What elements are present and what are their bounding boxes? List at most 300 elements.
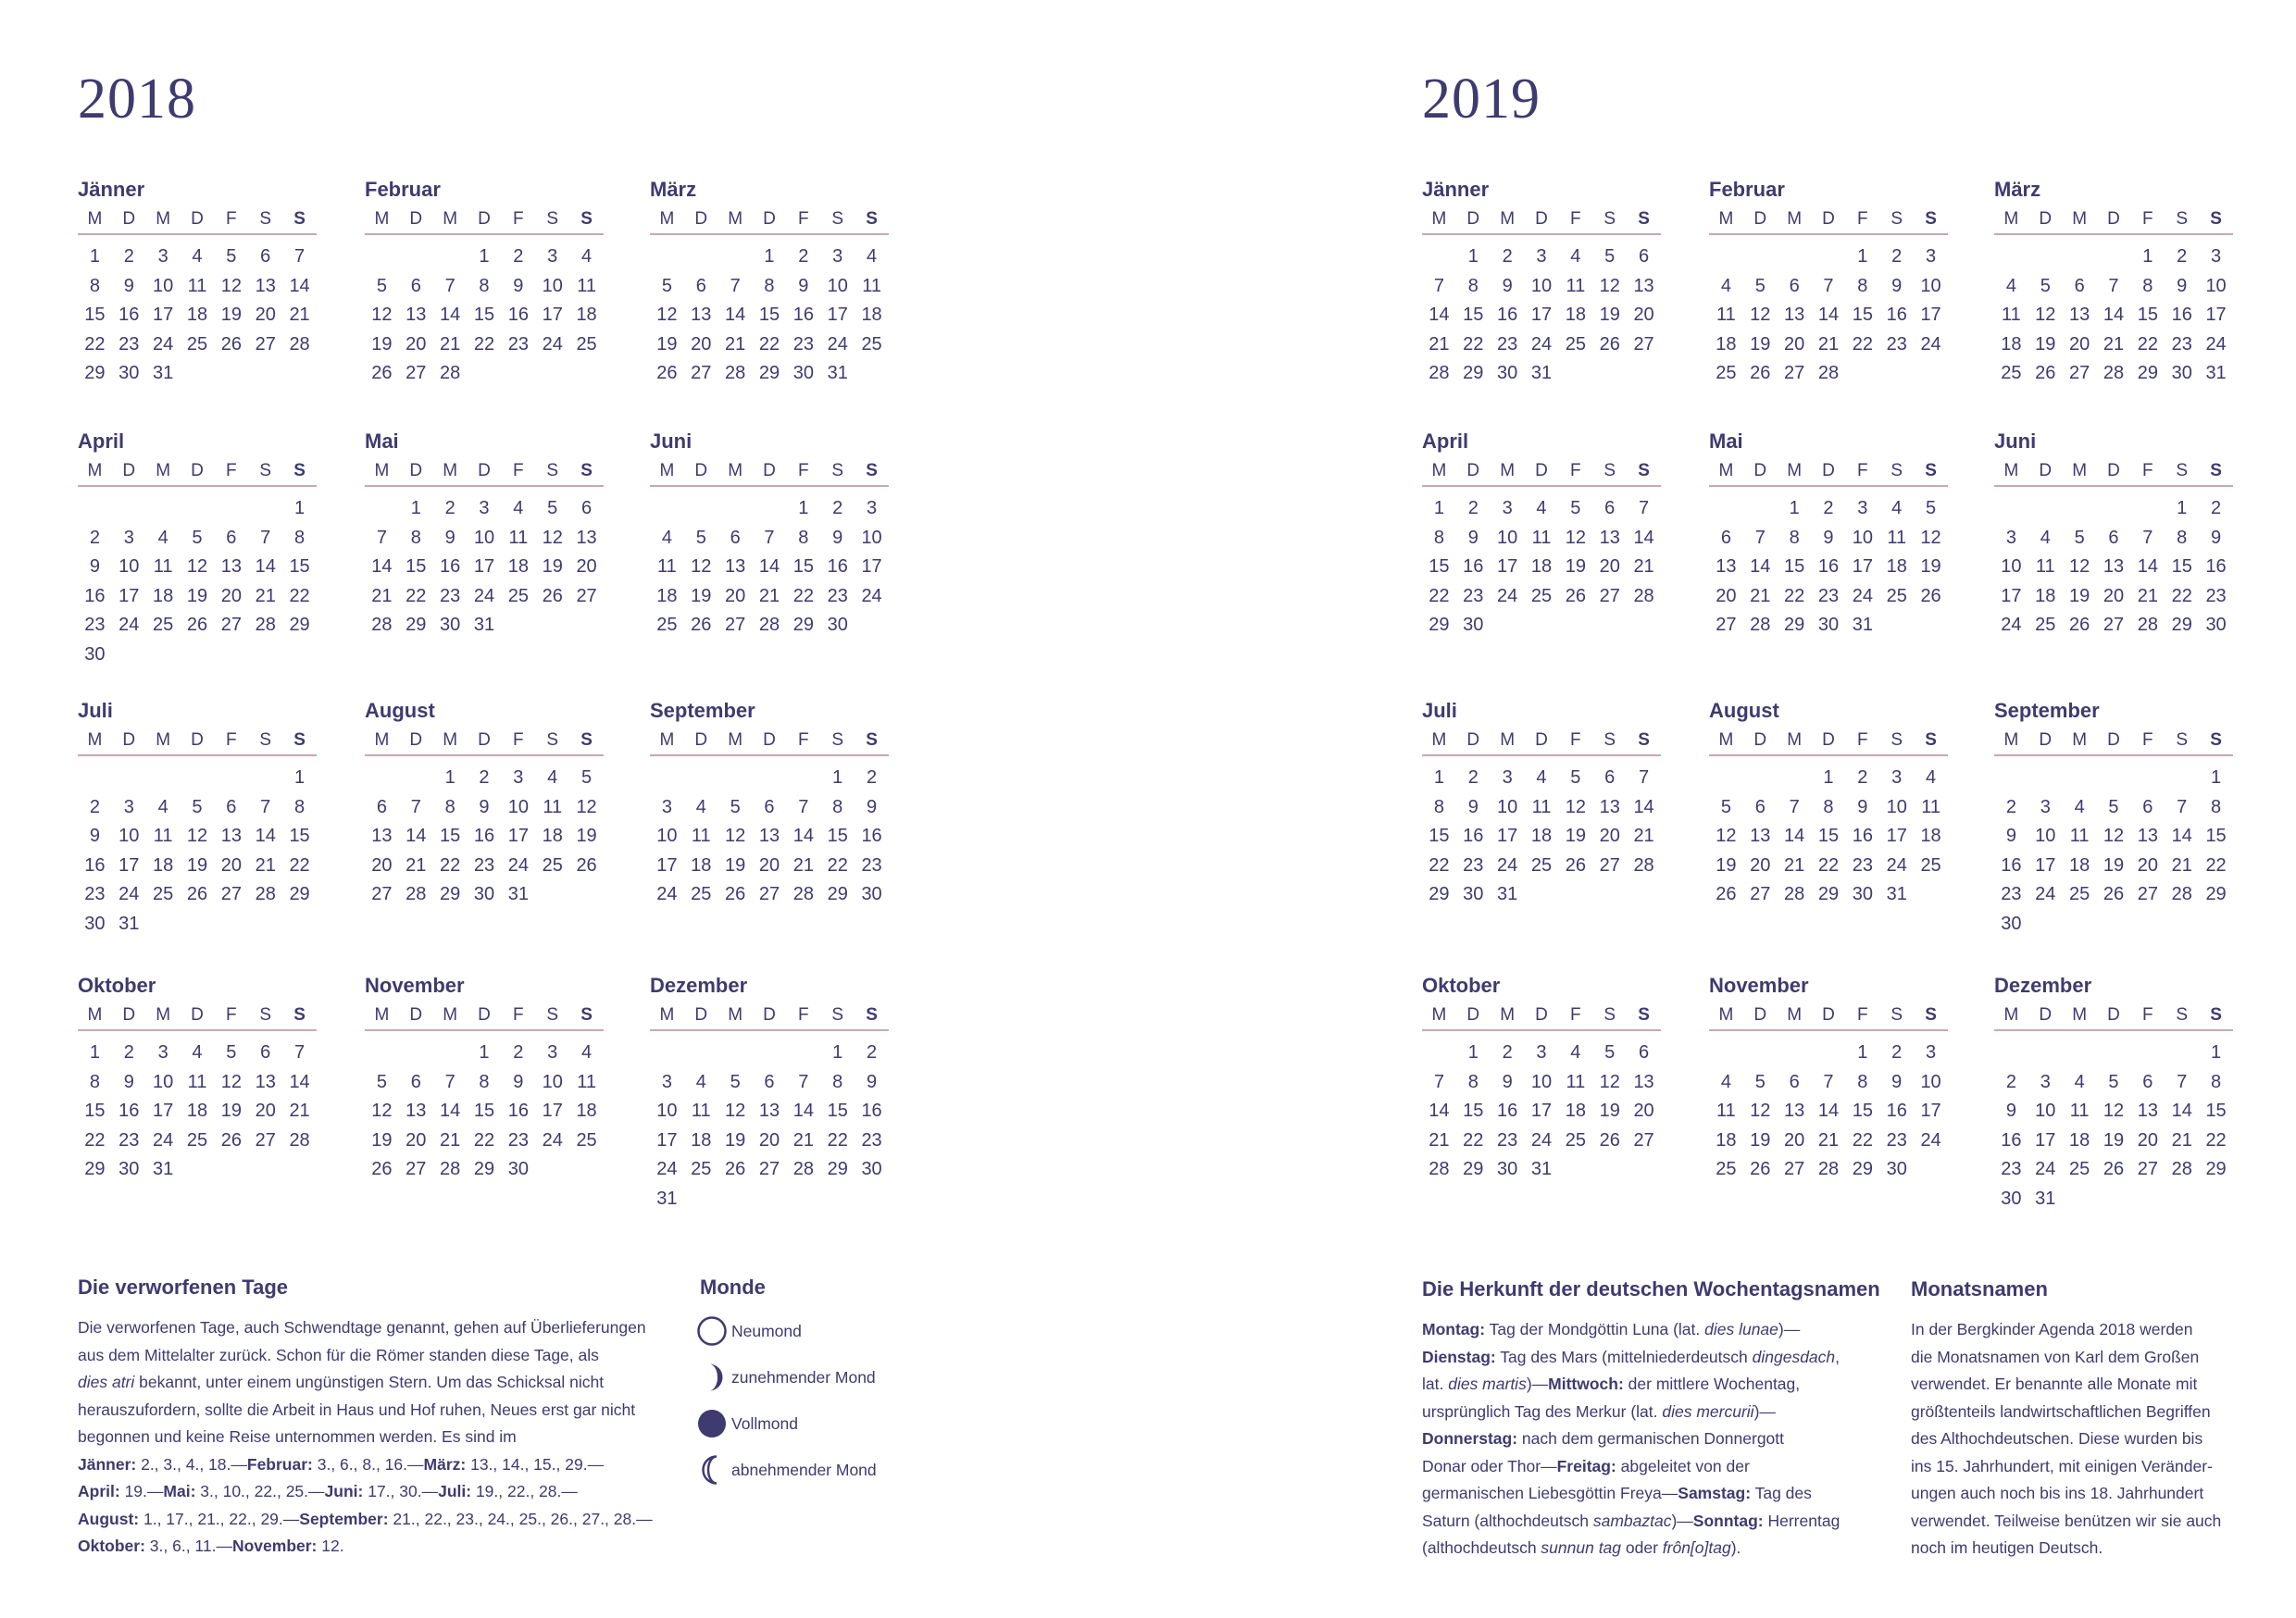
day-cell: 22 bbox=[84, 1129, 106, 1151]
day-cell: 28 bbox=[2137, 615, 2158, 635]
day-cell: 6 bbox=[2074, 275, 2085, 296]
month-label: März: bbox=[423, 1454, 467, 1474]
day-cell: 8 bbox=[832, 1071, 843, 1092]
weekday-label: S bbox=[580, 730, 593, 750]
weekday-label: S bbox=[2210, 209, 2222, 229]
day-cell: 13 bbox=[1784, 305, 1805, 325]
day-cell: 23 bbox=[1497, 333, 1518, 355]
day-cell: 25 bbox=[656, 615, 678, 635]
day-cell: 31 bbox=[1852, 615, 1873, 635]
day-cell: 19 bbox=[725, 854, 746, 876]
day-cell: 17 bbox=[656, 1129, 678, 1151]
weekday-label: S bbox=[866, 461, 878, 480]
day-cell: 10 bbox=[2205, 275, 2227, 296]
day-cell: 6 bbox=[764, 796, 775, 817]
day-cell: 1 bbox=[410, 498, 421, 518]
day-empty bbox=[2063, 1039, 2097, 1068]
day-cell: 26 bbox=[1920, 585, 1941, 606]
day-cell: 3 bbox=[547, 246, 558, 267]
day-cell: 19 bbox=[1565, 826, 1586, 846]
day-cell: 20 bbox=[2137, 854, 2158, 876]
day-cell: 30 bbox=[2205, 615, 2227, 635]
day-cell: 7 bbox=[2177, 1071, 2188, 1092]
day-grid bbox=[1422, 243, 1661, 389]
day-cell: 5 bbox=[1604, 246, 1616, 267]
moon-legend-waning bbox=[696, 1451, 877, 1488]
day-cell: 16 bbox=[792, 305, 814, 325]
day-empty bbox=[718, 764, 753, 793]
day-cell: 8 bbox=[798, 527, 809, 548]
day-cell: 14 bbox=[758, 556, 780, 577]
dates-value: 19.— bbox=[119, 1482, 164, 1500]
day-cell: 28 bbox=[1429, 363, 1450, 383]
day-empty bbox=[78, 764, 112, 793]
month-block bbox=[78, 699, 317, 939]
day-cell: 29 bbox=[84, 1159, 106, 1179]
month-name: September bbox=[650, 699, 755, 722]
day-cell: 6 bbox=[1639, 1042, 1650, 1063]
day-cell: 6 bbox=[226, 796, 237, 817]
day-cell: 29 bbox=[289, 615, 310, 635]
day-cell: 28 bbox=[289, 333, 310, 355]
day-cell: 20 bbox=[2137, 1129, 2158, 1151]
day-cell: 16 bbox=[1463, 826, 1484, 846]
day-empty bbox=[214, 494, 248, 524]
day-cell: 24 bbox=[507, 854, 529, 876]
day-cell: 25 bbox=[507, 585, 529, 606]
day-cell: 23 bbox=[861, 854, 882, 876]
verworfene-tage-text bbox=[78, 1314, 670, 1561]
day-empty bbox=[2028, 243, 2063, 272]
day-empty bbox=[1709, 243, 1743, 272]
day-cell: 2 bbox=[123, 1042, 134, 1063]
weekday-label: M bbox=[443, 209, 458, 229]
day-cell: 5 bbox=[192, 527, 203, 548]
day-cell: 16 bbox=[1852, 826, 1873, 846]
day-cell: 7 bbox=[260, 796, 271, 817]
day-cell: 8 bbox=[2211, 1071, 2222, 1092]
day-cell: 1 bbox=[798, 498, 809, 518]
weekday-label: D bbox=[409, 1005, 423, 1025]
day-empty bbox=[2097, 764, 2131, 793]
weekday-label: D bbox=[191, 461, 204, 480]
day-grid bbox=[1994, 764, 2233, 939]
day-cell: 19 bbox=[1750, 1129, 1771, 1151]
day-cell: 9 bbox=[513, 275, 524, 296]
weekday-header bbox=[650, 457, 889, 487]
day-cell: 21 bbox=[2137, 585, 2158, 606]
day-empty bbox=[181, 494, 215, 524]
day-cell: 18 bbox=[542, 826, 563, 846]
month-name: August bbox=[1709, 699, 1779, 722]
day-cell: 6 bbox=[410, 1071, 421, 1092]
day-cell: 1 bbox=[294, 767, 306, 788]
day-cell: 30 bbox=[119, 1159, 140, 1179]
weekday-header bbox=[650, 1002, 889, 1031]
day-cell: 13 bbox=[691, 305, 712, 325]
weekday-label: M bbox=[1718, 1005, 1734, 1025]
day-cell: 16 bbox=[1463, 556, 1484, 577]
day-cell: 19 bbox=[1920, 556, 1941, 577]
day-cell: 27 bbox=[691, 363, 712, 383]
text-line: verwendet. Teilweise benützen wir sie auch bbox=[1911, 1511, 2222, 1530]
day-cell: 1 bbox=[1857, 246, 1868, 267]
day-cell: 21 bbox=[289, 1101, 310, 1121]
day-cell: 27 bbox=[2069, 363, 2090, 383]
day-cell: 1 bbox=[89, 1042, 100, 1063]
day-cell: 28 bbox=[406, 884, 427, 904]
day-empty bbox=[399, 764, 433, 793]
day-cell: 28 bbox=[792, 884, 814, 904]
day-cell: 6 bbox=[2142, 796, 2153, 817]
day-cell: 6 bbox=[1754, 796, 1766, 817]
day-cell: 11 bbox=[153, 826, 173, 846]
day-cell: 22 bbox=[827, 854, 848, 876]
month-block bbox=[1994, 974, 2233, 1214]
day-cell: 17 bbox=[2001, 585, 2022, 606]
month-block bbox=[1422, 699, 1661, 910]
month-label: April: bbox=[78, 1482, 120, 1500]
day-cell: 6 bbox=[764, 1071, 775, 1092]
month-name: Dezember bbox=[650, 974, 748, 997]
day-cell: 7 bbox=[1433, 1071, 1444, 1092]
weekday-label: F bbox=[1570, 730, 1581, 750]
day-cell: 7 bbox=[798, 796, 809, 817]
year-title-2019: 2019 bbox=[1422, 68, 1541, 131]
day-cell: 14 bbox=[289, 275, 310, 296]
day-cell: 16 bbox=[1497, 1101, 1518, 1121]
day-cell: 6 bbox=[226, 527, 237, 548]
text-line: Die verworfenen Tage, auch Schwendtage genannt, gehen auf Überlieferungen bbox=[78, 1318, 646, 1337]
weekday-label: F bbox=[2142, 730, 2153, 750]
day-cell: 27 bbox=[255, 1129, 276, 1151]
day-cell: 2 bbox=[867, 767, 878, 788]
day-cell: 17 bbox=[542, 305, 563, 325]
day-cell: 5 bbox=[226, 1042, 237, 1063]
day-empty bbox=[2130, 1039, 2165, 1068]
day-cell: 28 bbox=[2171, 884, 2192, 904]
weekday-label: D bbox=[1466, 461, 1480, 480]
day-cell: 4 bbox=[581, 246, 593, 267]
dates-value: 21., 22., 23., 24., 25., 26., 27., 28.— bbox=[388, 1509, 653, 1528]
weekday-label: S bbox=[1890, 209, 1903, 229]
day-cell: 26 bbox=[656, 363, 678, 383]
day-cell: 8 bbox=[1857, 1071, 1868, 1092]
day-cell: 13 bbox=[576, 527, 597, 548]
weekday-label: F bbox=[513, 461, 524, 480]
text-line: größtenteils landwirtschaftlichen Begriffen bbox=[1911, 1401, 2211, 1421]
day-empty bbox=[365, 243, 399, 272]
day-cell: 12 bbox=[220, 1071, 242, 1092]
day-cell: 1 bbox=[1857, 1042, 1868, 1063]
weekday-label: D bbox=[1822, 730, 1835, 750]
weekday-label: M bbox=[374, 209, 390, 229]
day-cell: 21 bbox=[1633, 826, 1654, 846]
weekday-label: F bbox=[798, 461, 809, 480]
day-cell: 26 bbox=[1565, 585, 1586, 606]
weekday-label: D bbox=[478, 1005, 491, 1025]
dates-value: 13., 14., 15., 29.— bbox=[466, 1454, 605, 1474]
day-grid bbox=[650, 243, 889, 389]
day-cell: 29 bbox=[473, 1159, 495, 1179]
day-cell: 2 bbox=[513, 246, 524, 267]
day-grid bbox=[365, 243, 604, 389]
day-empty bbox=[684, 1039, 718, 1068]
day-empty bbox=[399, 243, 433, 272]
day-cell: 8 bbox=[89, 1071, 100, 1092]
day-empty bbox=[786, 764, 820, 793]
day-grid bbox=[78, 494, 317, 669]
day-cell: 23 bbox=[2171, 333, 2192, 355]
day-cell: 12 bbox=[1716, 826, 1737, 846]
text-line: dies atri bekannt, unter einem ungünstigen Stern. Um das Schicksal nicht bbox=[78, 1373, 605, 1391]
day-cell: 2 bbox=[89, 527, 100, 548]
day-cell: 4 bbox=[192, 1042, 203, 1063]
day-cell: 2 bbox=[867, 1042, 878, 1063]
day-cell: 1 bbox=[1467, 1042, 1479, 1063]
day-cell: 22 bbox=[2205, 854, 2227, 876]
day-cell: 14 bbox=[2103, 305, 2125, 325]
day-cell: 20 bbox=[1784, 1129, 1805, 1151]
day-cell: 25 bbox=[1530, 854, 1553, 876]
day-empty bbox=[1994, 494, 2028, 524]
dates-line bbox=[78, 1533, 670, 1561]
day-cell: 4 bbox=[2005, 275, 2016, 296]
day-cell: 4 bbox=[2074, 1071, 2085, 1092]
weekday-label: M bbox=[1431, 461, 1447, 480]
weekday-label: M bbox=[443, 461, 458, 480]
day-cell: 11 bbox=[2069, 1101, 2090, 1121]
month-name: April bbox=[1422, 429, 1469, 453]
day-cell: 13 bbox=[2137, 1101, 2158, 1121]
month-label: Oktober: bbox=[78, 1537, 145, 1555]
weekday-label: M bbox=[87, 730, 103, 750]
day-empty bbox=[650, 764, 684, 793]
day-empty bbox=[1778, 764, 1812, 793]
day-cell: 6 bbox=[1639, 246, 1650, 267]
day-cell: 26 bbox=[725, 1159, 746, 1179]
day-cell: 13 bbox=[758, 1101, 780, 1121]
day-cell: 20 bbox=[1599, 826, 1620, 846]
weekday-label: S bbox=[2176, 1005, 2189, 1025]
weekday-label: M bbox=[1718, 209, 1734, 229]
day-cell: 5 bbox=[1754, 1071, 1766, 1092]
text-line: begonnen und keine Reise unternommen werden. Es sind im bbox=[78, 1427, 517, 1446]
day-cell: 16 bbox=[861, 826, 882, 846]
weekday-label: M bbox=[1787, 461, 1803, 480]
day-cell: 27 bbox=[1784, 1159, 1805, 1179]
day-cell: 21 bbox=[440, 1129, 461, 1151]
day-cell: 12 bbox=[691, 556, 712, 577]
month-block bbox=[1422, 974, 1661, 1185]
weekday-label: M bbox=[374, 730, 390, 750]
day-cell: 14 bbox=[440, 1101, 461, 1121]
weekday-label: D bbox=[1753, 730, 1767, 750]
day-cell: 2 bbox=[1891, 246, 1903, 267]
weekday-label: D bbox=[2039, 730, 2053, 750]
monde-title: Monde bbox=[700, 1276, 766, 1299]
day-cell: 11 bbox=[1716, 305, 1736, 325]
weekday-label: F bbox=[226, 730, 237, 750]
day-cell: 14 bbox=[1750, 556, 1771, 577]
day-grid bbox=[365, 1039, 604, 1185]
text-segment: )— bbox=[1526, 1375, 1549, 1393]
day-empty bbox=[399, 1039, 433, 1068]
day-empty bbox=[2097, 1039, 2131, 1068]
day-cell: 5 bbox=[2074, 527, 2085, 548]
day-cell: 3 bbox=[1857, 498, 1868, 518]
day-cell: 10 bbox=[2035, 826, 2056, 846]
day-cell: 14 bbox=[2171, 826, 2192, 846]
weekday-header bbox=[1422, 457, 1661, 487]
weekday-header bbox=[78, 205, 317, 235]
weekday-name: Samstag: bbox=[1678, 1484, 1752, 1502]
day-cell: 25 bbox=[542, 854, 563, 876]
day-cell: 17 bbox=[542, 1101, 563, 1121]
day-cell: 7 bbox=[1789, 796, 1800, 817]
weekday-label: S bbox=[293, 730, 306, 750]
month-block bbox=[78, 974, 317, 1185]
text-line bbox=[1422, 1425, 1876, 1453]
weekday-header bbox=[1994, 205, 2233, 235]
weekday-label: M bbox=[156, 461, 171, 480]
day-cell: 12 bbox=[1599, 275, 1620, 296]
day-cell: 30 bbox=[2001, 913, 2022, 934]
weekday-label: M bbox=[728, 209, 743, 229]
weekday-label: M bbox=[659, 730, 675, 750]
day-cell: 6 bbox=[2142, 1071, 2153, 1092]
day-empty bbox=[2028, 494, 2063, 524]
day-cell: 8 bbox=[2142, 275, 2153, 296]
weekday-label: S bbox=[580, 1005, 593, 1025]
day-cell: 5 bbox=[730, 796, 741, 817]
weekday-header bbox=[650, 727, 889, 756]
weekday-label: S bbox=[259, 1005, 272, 1025]
day-cell: 22 bbox=[2205, 1129, 2227, 1151]
text-segment: Donar oder Thor— bbox=[1422, 1456, 1557, 1475]
weekday-label: S bbox=[866, 209, 878, 229]
day-cell: 30 bbox=[861, 1159, 882, 1179]
day-empty bbox=[684, 494, 718, 524]
day-cell: 20 bbox=[725, 585, 746, 606]
day-cell: 21 bbox=[255, 854, 276, 876]
day-cell: 8 bbox=[2177, 527, 2188, 548]
day-cell: 29 bbox=[1817, 884, 1840, 904]
day-grid bbox=[1422, 494, 1661, 641]
weekday-label: M bbox=[2072, 461, 2088, 480]
day-cell: 19 bbox=[371, 1129, 393, 1151]
weekday-label: M bbox=[443, 1005, 458, 1025]
day-empty bbox=[650, 1039, 684, 1068]
day-cell: 23 bbox=[84, 615, 106, 635]
day-cell: 15 bbox=[406, 556, 427, 577]
day-grid bbox=[1994, 1039, 2233, 1214]
day-cell: 8 bbox=[1467, 275, 1479, 296]
day-empty bbox=[365, 1039, 399, 1068]
day-cell: 24 bbox=[1530, 333, 1553, 355]
weekday-label: M bbox=[2003, 461, 2019, 480]
day-empty bbox=[78, 494, 112, 524]
weekday-label: S bbox=[580, 209, 593, 229]
day-cell: 13 bbox=[220, 826, 242, 846]
day-empty bbox=[433, 1039, 468, 1068]
weekday-label: D bbox=[2039, 1005, 2053, 1025]
day-cell: 30 bbox=[1817, 615, 1840, 635]
weekday-label: D bbox=[409, 730, 423, 750]
day-cell: 17 bbox=[2205, 305, 2227, 325]
day-empty bbox=[1743, 1039, 1778, 1068]
day-cell: 20 bbox=[2069, 333, 2090, 355]
weekday-header bbox=[650, 205, 889, 235]
day-cell: 10 bbox=[2001, 556, 2022, 577]
day-cell: 2 bbox=[1502, 246, 1513, 267]
day-cell: 21 bbox=[792, 854, 814, 876]
day-cell: 25 bbox=[186, 1129, 208, 1151]
verworfene-tage-dates bbox=[78, 1451, 670, 1561]
day-cell: 15 bbox=[1784, 556, 1805, 577]
month-block bbox=[650, 974, 889, 1214]
day-cell: 9 bbox=[1891, 1071, 1903, 1092]
day-cell: 14 bbox=[792, 1101, 814, 1121]
day-cell: 22 bbox=[2137, 333, 2158, 355]
day-cell: 17 bbox=[656, 854, 678, 876]
day-cell: 19 bbox=[656, 333, 678, 355]
weekday-label: S bbox=[2210, 1005, 2222, 1025]
day-cell: 26 bbox=[186, 615, 208, 635]
day-cell: 31 bbox=[507, 884, 529, 904]
day-cell: 10 bbox=[2035, 1101, 2056, 1121]
weekday-label: M bbox=[659, 461, 675, 480]
day-cell: 1 bbox=[444, 767, 455, 788]
month-label: Juni: bbox=[324, 1482, 364, 1500]
latin-term: frôn[o]tag bbox=[1662, 1538, 1731, 1557]
day-cell: 30 bbox=[2001, 1188, 2022, 1209]
day-cell: 30 bbox=[84, 913, 106, 934]
moon-legend-full bbox=[696, 1405, 798, 1442]
day-cell: 9 bbox=[1823, 527, 1834, 548]
weekday-label: D bbox=[1535, 730, 1548, 750]
weekday-label: M bbox=[156, 209, 171, 229]
day-cell: 17 bbox=[1530, 1101, 1553, 1121]
day-cell: 2 bbox=[2211, 498, 2222, 518]
day-cell: 19 bbox=[2103, 854, 2125, 876]
month-name: Juli bbox=[78, 699, 113, 722]
day-empty bbox=[2097, 243, 2131, 272]
day-cell: 10 bbox=[861, 527, 882, 548]
text-segment: )— bbox=[1753, 1401, 1776, 1421]
day-cell: 9 bbox=[1467, 527, 1479, 548]
day-cell: 13 bbox=[725, 556, 746, 577]
new-moon-icon bbox=[696, 1315, 728, 1347]
day-cell: 26 bbox=[542, 585, 563, 606]
day-cell: 5 bbox=[192, 796, 203, 817]
day-cell: 17 bbox=[2035, 854, 2056, 876]
dates-line bbox=[78, 1451, 670, 1479]
weekday-label: D bbox=[1466, 209, 1480, 229]
day-cell: 19 bbox=[1716, 854, 1737, 876]
day-cell: 4 bbox=[695, 796, 706, 817]
latin-term: dies martis bbox=[1448, 1375, 1527, 1393]
weekday-label: F bbox=[1857, 730, 1868, 750]
day-cell: 19 bbox=[542, 556, 563, 577]
day-cell: 14 bbox=[1817, 305, 1840, 325]
day-cell: 23 bbox=[119, 1129, 140, 1151]
text-line: herauszufordern, sollte die Arbeit in Haus und Hof ruhen, Neues erst gar nicht bbox=[78, 1400, 636, 1419]
day-cell: 25 bbox=[861, 333, 882, 355]
day-cell: 1 bbox=[832, 1042, 843, 1063]
weekday-label: M bbox=[659, 1005, 675, 1025]
day-cell: 17 bbox=[1886, 826, 1907, 846]
